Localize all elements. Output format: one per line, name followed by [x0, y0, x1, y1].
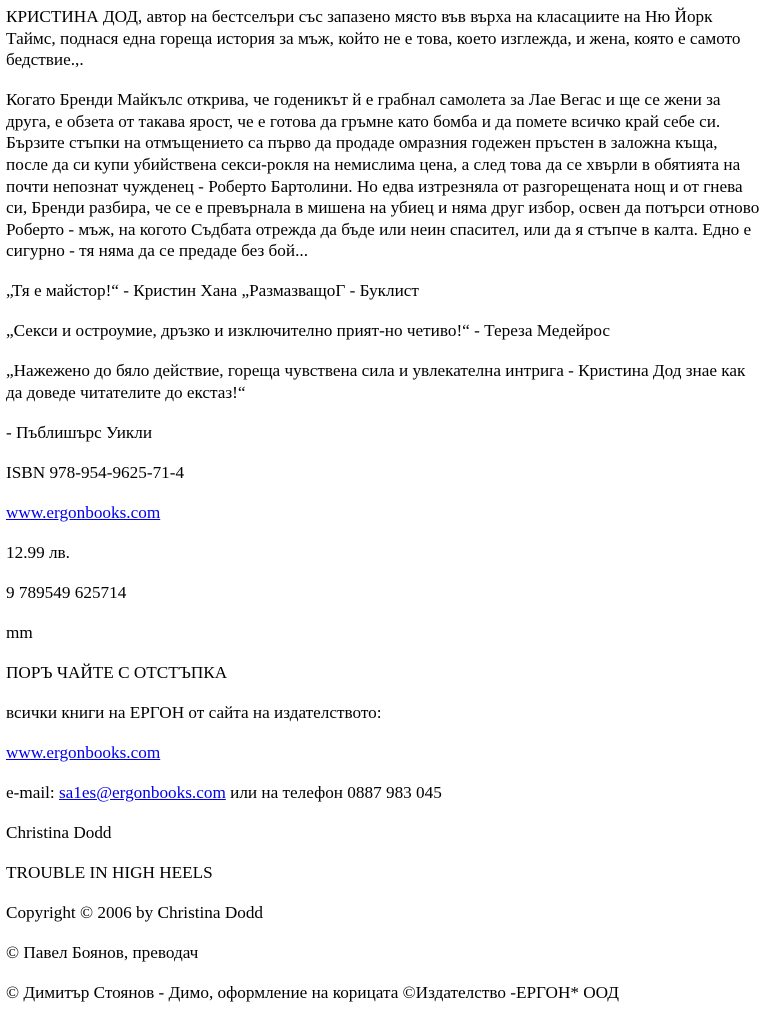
price-line: 12.99 лв.: [6, 542, 70, 562]
mm-line: mm: [6, 622, 33, 642]
review-quote-2: „Секси и остроумие, дръзко и изключително прият-но четиво!“ - Тереза Медейрос: [6, 321, 611, 341]
website-line-2: [6, 742, 763, 764]
review-quote-3: „Нажежено до бяло действие, гореща чувствена сила и увлекателна интрига - Кристина Дод знае как да доведе читателите до екстаз!“: [6, 361, 746, 402]
isbn-line: ISBN 978-954-9625-71-4: [6, 462, 185, 482]
website-link-1[interactable]: www.ergonbooks.com: [6, 502, 161, 522]
contact-line: [6, 782, 763, 804]
copyright-line: Copyright © 2006 by Christina Dodd: [6, 902, 264, 922]
email-link[interactable]: sa1es@ergonbooks.com: [58, 782, 226, 802]
order-text: всички книги на ЕРГОН от сайта на издателството:: [6, 702, 382, 722]
website-link-2[interactable]: www.ergonbooks.com: [6, 742, 161, 762]
author-name-en: Christina Dodd: [6, 822, 112, 842]
order-heading: ПОРЪ ЧАЙТЕ С ОТСТЪПКА: [6, 662, 228, 682]
review-quote-1: „Тя е майстор!“ - Кристин Хана „РазмазващоГ - Буклист: [6, 281, 419, 301]
book-title-en: TROUBLE IN HIGH HEELS: [6, 862, 213, 882]
cover-credit-line: © Димитър Стоянов - Димо, оформление на корицата ©Издателство -ЕРГОН* ООД: [6, 982, 619, 1002]
phone-text: или на телефон 0887 983 045: [225, 782, 442, 802]
synopsis-paragraph: Когато Бренди Майкълс открива, че годеникът й е грабнал самолета за Лае Вегас и ще се жени за друга, е обзета от такава ярост, че е готова да гръмне като бомба и да помете всичко край себе си. Бързите стъпки на отмъщението са първо да продаде омразния годежен пръстен в заложна къща, после да си купи убийствена секси-рокля на немислима цена, а след това да се хвърли в обятията на почти непознат чужденец - Роберто Бартолини. Но едва изтрезняла от разгорещената нощ и от гнева си, Бренди разбира, че се е превърнала в мишена на убиец и няма друг избор, освен да потърси отново Роберто - мъж, на когото Съдбата отрежда да бъде или неин спасител, или да я стъпче в калта. Едно е сигурно - тя няма да се предаде без бой...: [6, 90, 760, 261]
barcode-number: 9 789549 625714: [6, 582, 127, 602]
review-quote-3-source: - Пъблишърс Уикли: [6, 422, 153, 442]
website-line-1: [6, 502, 763, 524]
intro-paragraph: КРИСТИНА ДОД, автор на бестселъри със запазено място във върха на класациите на Ню Йорк Таймс, поднася една гореща история за мъж, който не е това, което изглежда, и жена, която е самото бедствие.,.: [6, 7, 741, 70]
email-prefix: e-mail:: [6, 782, 59, 802]
translator-line: © Павел Боянов, преводач: [6, 942, 199, 962]
